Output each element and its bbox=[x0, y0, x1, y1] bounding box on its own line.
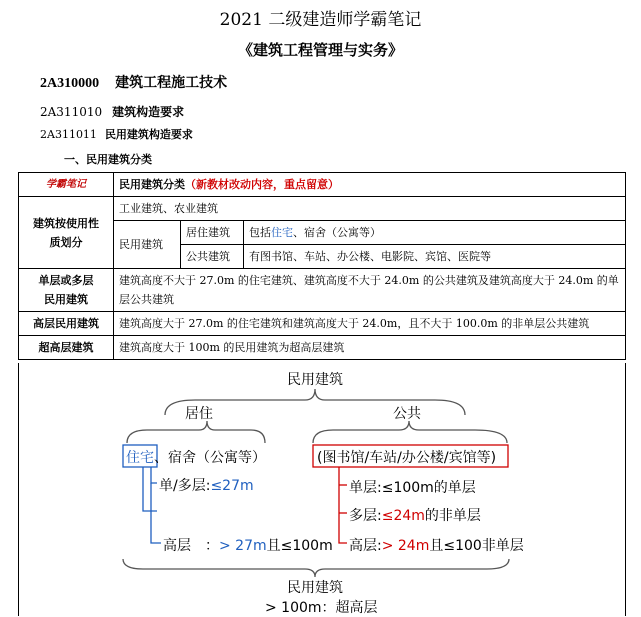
res-low: 单/多层:≤27m bbox=[159, 478, 254, 494]
table-header bbox=[114, 173, 626, 197]
chapter-code: 2A310000 bbox=[40, 76, 100, 91]
document-subtitle: 《建筑工程管理与实务》 bbox=[237, 41, 403, 59]
subsection-code: 2A311011 bbox=[40, 128, 97, 141]
diagram-residential: 居住 bbox=[185, 406, 213, 422]
diagram-root: 民用建筑 bbox=[287, 372, 343, 388]
chapter-heading bbox=[40, 72, 227, 92]
public-brace bbox=[313, 421, 507, 443]
document-title: 2021 二级建造师学霸笔记 bbox=[219, 10, 422, 30]
diagram-bottom-title: 民用建筑 bbox=[287, 580, 343, 596]
residential-brace bbox=[127, 421, 265, 443]
single-multi-cell: 建筑高度不大于 27.0m 的住宅建筑、建筑高度不大于 24.0m 的公共建筑及建筑高度大于 24.0m 的单层公共建筑 bbox=[114, 269, 626, 312]
high-rise-cell: 建筑高度大于 27.0m 的住宅建筑和建筑高度大于 24.0m，且不大于 100.0m 的非单层公共建筑 bbox=[114, 312, 626, 336]
table-header-note: （新教材改动内容，重点留意） bbox=[185, 178, 339, 191]
public-cell: 有图书馆、车站、办公楼、电影院、宾馆、医院等 bbox=[244, 245, 626, 269]
table-header-row bbox=[19, 173, 626, 197]
table-header-title: 民用建筑分类 bbox=[119, 178, 185, 191]
public-label: 公共建筑 bbox=[181, 245, 244, 269]
res-high: 高层 ：> 27m且≤100m bbox=[163, 538, 333, 554]
residential-box-text: 住宅、宿舍（公寓等） bbox=[126, 450, 266, 466]
section-heading bbox=[40, 103, 184, 120]
subsection-heading bbox=[40, 126, 193, 142]
high-rise-label: 高层民用建筑 bbox=[19, 312, 114, 336]
res-connector-mid bbox=[151, 467, 157, 483]
residential-cell: 包括住宅、宿舍（公寓等） bbox=[244, 221, 626, 245]
bottom-brace bbox=[123, 559, 509, 577]
single-multi-label: 单层或多层 民用建筑 bbox=[19, 269, 114, 312]
table-row bbox=[19, 312, 626, 336]
table-row bbox=[19, 197, 626, 221]
pub-single: 单层:≤100m的单层 bbox=[349, 480, 476, 496]
pub-multi: 多层:≤24m的非单层 bbox=[349, 508, 481, 524]
brand-label: 学霸笔记 bbox=[19, 173, 114, 197]
diagram-public: 公共 bbox=[393, 406, 421, 422]
diagram-bottom-text: > 100m：超高层 bbox=[265, 600, 378, 616]
table-row bbox=[19, 336, 626, 360]
res-connector-low bbox=[143, 467, 157, 511]
section-title: 建筑构造要求 bbox=[112, 105, 185, 119]
classification-diagram bbox=[18, 363, 626, 616]
pub-connector bbox=[339, 467, 347, 543]
section-code: 2A311010 bbox=[40, 105, 103, 119]
chapter-title: 建筑工程施工技术 bbox=[115, 75, 228, 91]
topic-heading: 一、民用建筑分类 bbox=[64, 153, 152, 166]
classification-table bbox=[18, 172, 626, 360]
residential-highlight: 住宅 bbox=[271, 226, 293, 239]
super-high-cell: 建筑高度大于 100m 的民用建筑为超高层建筑 bbox=[114, 336, 626, 360]
use-category-label: 建筑按使用性 质划分 bbox=[19, 197, 114, 269]
table-row bbox=[19, 269, 626, 312]
civil-label: 民用建筑 bbox=[114, 221, 181, 269]
residential-label: 居住建筑 bbox=[181, 221, 244, 245]
pub-high: 高层:> 24m且≤100非单层 bbox=[349, 538, 524, 554]
super-high-label: 超高层建筑 bbox=[19, 336, 114, 360]
subsection-title: 民用建筑构造要求 bbox=[104, 128, 193, 141]
industrial-cell: 工业建筑、农业建筑 bbox=[114, 197, 626, 221]
public-box-text: (图书馆/车站/办公楼/宾馆等) bbox=[317, 450, 497, 466]
